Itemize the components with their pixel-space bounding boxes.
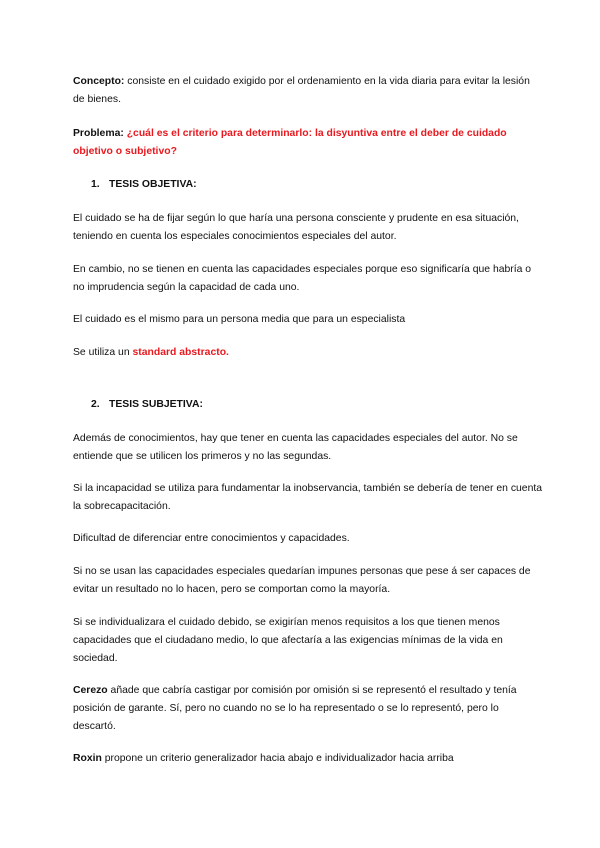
concept-text: consiste en el cuidado exigido por el ordenamiento en la vida diaria para evitar la lesión de bienes.: [73, 76, 530, 105]
section1-paragraph-2: En cambio, no se tienen en cuenta las capacidades especiales porque eso significaría que habría o no imprudencia según la capacidad de cada uno.: [73, 264, 532, 293]
section2-paragraph-4: Si no se usan las capacidades especiales quedarían impunes personas que pese á ser capaces de evitar un resultado no lo hacen, pero se comportan como la mayoría.: [73, 566, 531, 595]
section1-paragraph-3: El cuidado es el mismo para un persona media que para un especialista: [73, 314, 406, 325]
concept-paragraph: [73, 73, 543, 109]
roxin-name: Roxin: [73, 753, 102, 764]
section2-paragraph-5: Si se individualizara el cuidado debido, se exigirían menos requisitos a los que tienen menos capacidades que el ciudadano medio, lo que afectaría a las exigencias mínimas de la vida en sociedad.: [73, 617, 503, 664]
section1-p4-prefix: Se utiliza un: [73, 347, 133, 358]
concept-label: Concepto:: [73, 76, 125, 87]
section1-heading: [91, 176, 561, 194]
section1-title: TESIS OBJETIVA:: [109, 179, 197, 190]
roxin-text: propone un criterio generalizador hacia abajo e individualizador hacia arriba: [101, 753, 454, 764]
cerezo-text: añade que cabría castigar por comisión por omisión si se representó el resultado y tenía posición de garante. Sí, pero no cuando no se lo ha representado o se lo representó, pero lo descartó.: [73, 685, 517, 732]
section2-heading: [91, 396, 561, 414]
problem-paragraph: [73, 125, 543, 161]
section1-paragraph-1: El cuidado se ha de fijar según lo que haría una persona consciente y prudente en esa situación, teniendo en cuenta los especiales conocimientos especiales del autor.: [73, 213, 519, 242]
section2-paragraph-3: Dificultad de diferenciar entre conocimientos y capacidades.: [73, 533, 350, 544]
section2-number: 2.: [91, 399, 100, 410]
problem-label: Problema:: [73, 128, 124, 139]
section2-paragraph-6: [73, 682, 543, 736]
section2-paragraph-1: Además de conocimientos, hay que tener en cuenta las capacidades especiales del autor. No se entiende que se utilicen los primeros y no las segundas.: [73, 433, 518, 462]
cerezo-name: Cerezo: [73, 685, 108, 696]
problem-question: ¿cuál es el criterio para determinarlo: la disyuntiva entre el deber de cuidado objetivo o subjetivo?: [73, 128, 507, 157]
section1-paragraph-4: [73, 344, 543, 362]
section2-title: TESIS SUBJETIVA:: [109, 399, 203, 410]
section2-paragraph-2: Si la incapacidad se utiliza para fundamentar la inobservancia, también se debería de tener en cuenta la sobrecapacitación.: [73, 483, 543, 512]
standard-abstracto-highlight: standard abstracto.: [132, 347, 229, 358]
section1-number: 1.: [91, 179, 100, 190]
section2-paragraph-7: [73, 750, 543, 768]
